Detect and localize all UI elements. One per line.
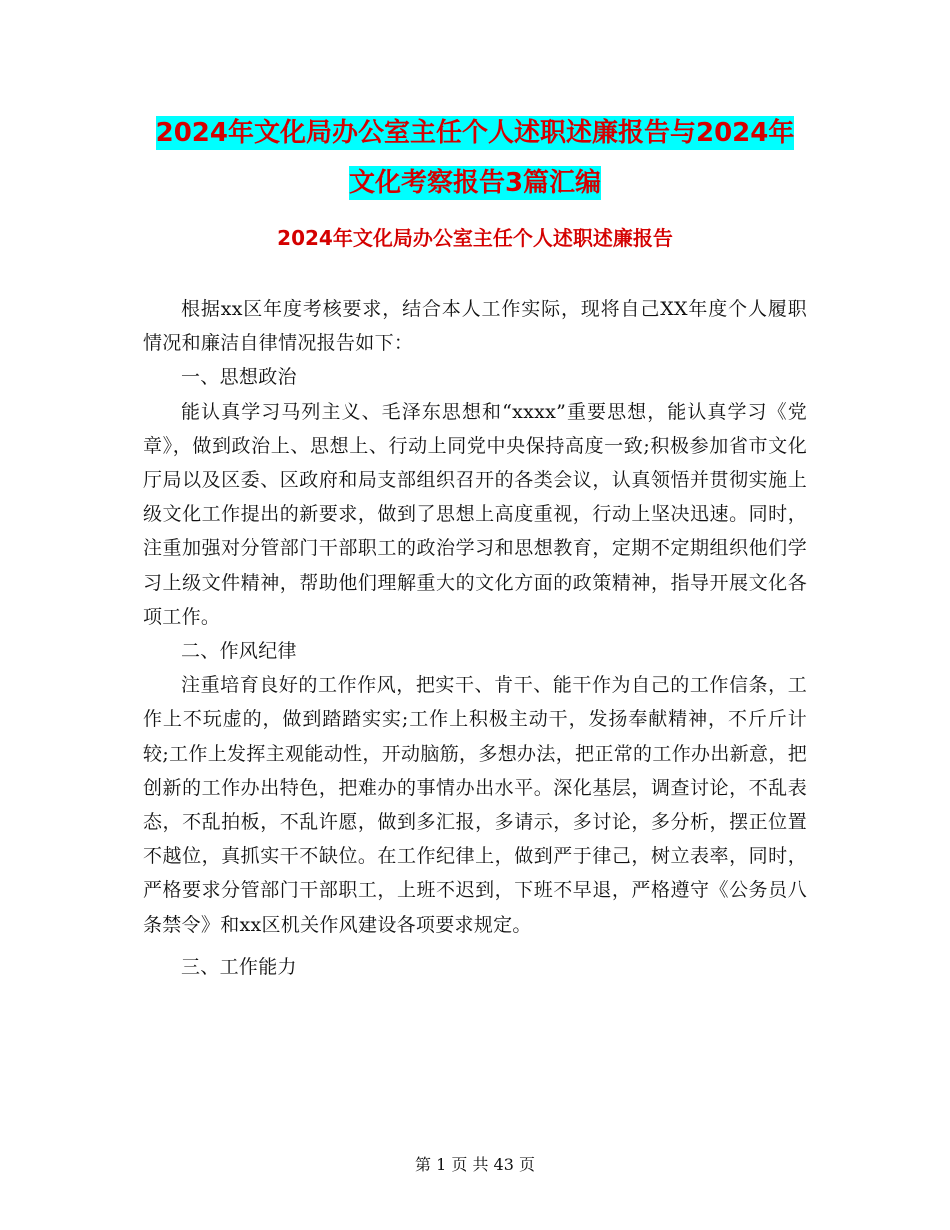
section-heading-ability: 三、工作能力 [181,955,297,978]
document-body [143,292,807,984]
document-title-line2: 文化考察报告3篇汇编 [348,168,602,198]
document-title [140,108,810,208]
intro-paragraph: 根据xx区年度考核要求，结合本人工作实际，现将自己XX年度个人履职情况和廉洁自律情况报告如下： [143,298,807,355]
section-title: 2024年文化局办公室主任个人述职述廉报告 [277,226,673,250]
politics-paragraph: 能认真学习马列主义、毛泽东思想和“xxxx”重要思想，能认真学习《党章》，做到政治上、思想上、行动上同党中央保持高度一致;积极参加省市文化厅局以及区委、区政府和局支部组织召开的各类会议，认真领悟并贯彻实施上级文化工作提出的新要求，做到了思想上高度重视，行动上坚决迅速。同时，注重加强对分管部门干部职工的政治学习和思想教育，定期不定期组织他们学习上级文件精神，帮助他们理解重大的文化方面的政策精神，指导开展文化各项工作。 [143,400,807,628]
section-heading-politics: 一、思想政治 [181,366,297,389]
section-heading-discipline: 二、作风纪律 [181,640,297,663]
document-title-line1: 2024年文化局办公室主任个人述职述廉报告与2024年 [155,118,795,148]
discipline-paragraph: 注重培育良好的工作作风，把实干、肯干、能干作为自己的工作信条，工作上不玩虚的，做到踏踏实实;工作上积极主动干，发扬奉献精神，不斤斤计较;工作上发挥主观能动性，开动脑筋，多想办法，把正常的工作办出新意，把创新的工作办出特色，把难办的事情办出水平。深化基层，调查讨论，不乱表态，不乱拍板，不乱许愿，做到多汇报，多请示，多讨论，多分析，摆正位置不越位，真抓实干不缺位。在工作纪律上，做到严于律己，树立表率，同时，严格要求分管部门干部职工，上班不迟到，下班不早退，严格遵守《公务员八条禁令》和xx区机关作风建设各项要求规定。 [143,674,807,936]
page-footer: 第 1 页 共 43 页 [415,1155,535,1174]
